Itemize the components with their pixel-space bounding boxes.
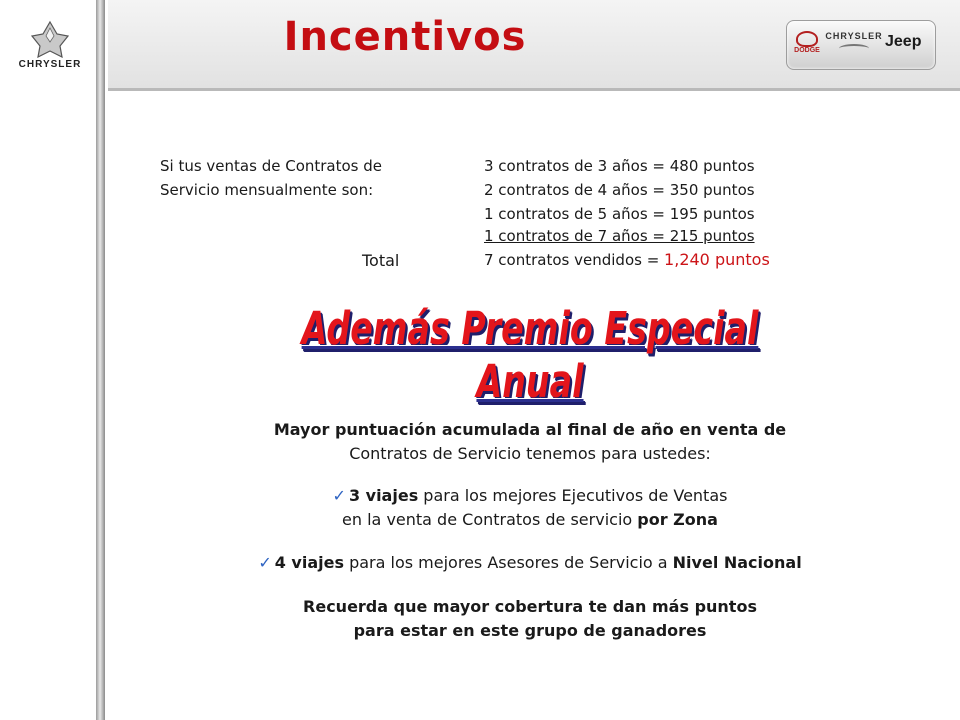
chrysler-brand-logo: CHRYSLER xyxy=(825,31,883,53)
points-row-3: 1 contratos de 5 años = 195 puntos xyxy=(484,205,755,223)
bullet-2-bold: 4 viajes xyxy=(274,553,344,572)
bullet-1-bold: 3 viajes xyxy=(348,486,419,505)
dodge-logo: DODGE xyxy=(793,31,821,54)
bullet-service-trips xyxy=(160,551,900,575)
checkmark-icon: ✓ xyxy=(332,486,346,505)
checkmark-icon: ✓ xyxy=(258,553,272,572)
annual-score-line-1: Mayor puntuación acumulada al final de año en venta de xyxy=(273,420,787,439)
total-points: 1,240 puntos xyxy=(664,250,770,269)
chrysler-wordmark: CHRYSLER xyxy=(18,59,82,70)
bullet-1-line-2: en la venta de Contratos de servicio xyxy=(342,510,638,529)
annual-score-line-2: Contratos de Servicio tenemos para ustedes: xyxy=(349,444,711,463)
page-title: Incentivos xyxy=(283,14,527,60)
annual-score-paragraph xyxy=(160,418,900,466)
total-label: Total xyxy=(362,251,400,270)
special-prize-banner: Además Premio Especial Anual xyxy=(301,302,759,408)
bullet-sales-trips xyxy=(160,484,900,532)
closing-line-1: Recuerda que mayor cobertura te dan más puntos xyxy=(303,597,757,616)
total-text: 7 contratos vendidos = xyxy=(484,251,665,269)
closing-paragraph xyxy=(160,595,900,643)
vertical-divider-bar xyxy=(96,0,105,720)
points-row-4: 1 contratos de 7 años = 215 puntos xyxy=(484,227,755,245)
bullet-1-text: para los mejores Ejecutivos de Ventas xyxy=(418,486,728,505)
intro-line-2: Servicio mensualmente son: xyxy=(160,181,374,199)
jeep-logo: Jeep xyxy=(885,33,922,50)
chrysler-logo xyxy=(8,20,92,74)
chrysler-wings-icon xyxy=(839,44,869,53)
total-row xyxy=(484,251,770,269)
closing-line-2: para estar en este grupo de ganadores xyxy=(353,621,707,640)
points-row-2: 2 contratos de 4 años = 350 puntos xyxy=(484,181,755,199)
intro-line-1: Si tus ventas de Contratos de xyxy=(160,157,383,175)
bullet-1-zone: por Zona xyxy=(637,510,718,529)
ram-head-icon xyxy=(796,31,818,47)
pentastar-icon xyxy=(30,20,70,58)
bullet-2-nacional: Nivel Nacional xyxy=(672,553,802,572)
points-row-1: 3 contratos de 3 años = 480 puntos xyxy=(484,157,755,175)
bullet-2-text: para los mejores Asesores de Servicio a xyxy=(344,553,673,572)
brand-logos-badge xyxy=(786,20,936,70)
